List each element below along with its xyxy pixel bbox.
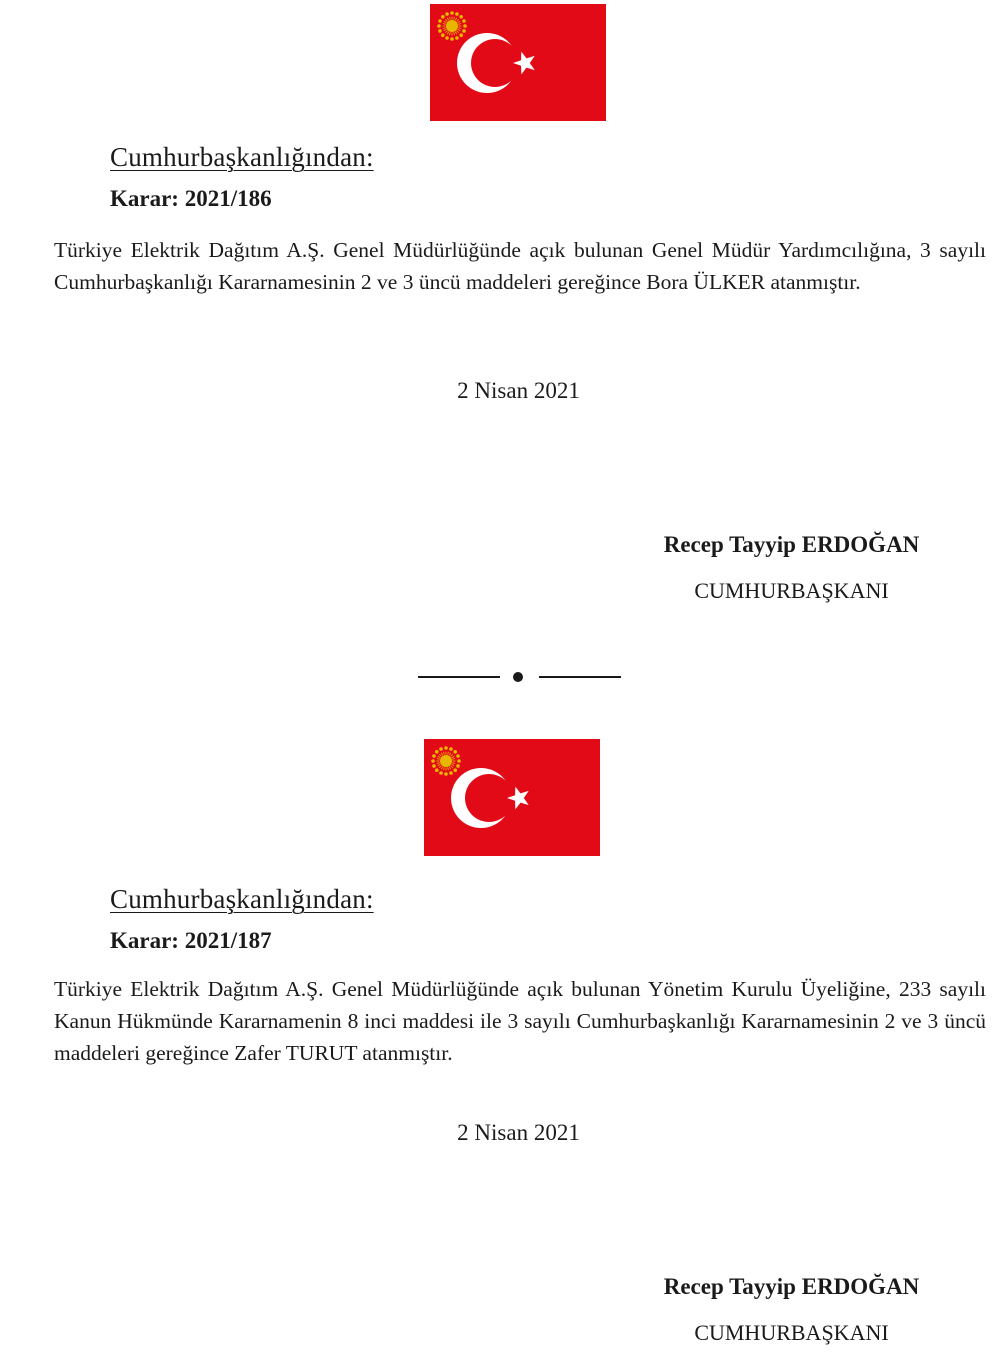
emblem-star [456,754,460,758]
emblem-star [456,764,460,768]
emblem-star [435,768,439,772]
emblem-star [441,15,445,19]
emblem-star [453,750,457,754]
emblem-star [449,747,453,751]
emblem-star [435,750,439,754]
decree-body: Türkiye Elektrik Dağıtım A.Ş. Genel Müdürlüğünde açık bulunan Yönetim Kurulu Üyeliğine, 233 sayılı Kanun Hükmünde Kararnamenin 8 inci maddesi ile 3 sayılı Cumhurbaşkanlığı Kararnamesinin 2 ve 3 üncü maddeleri gereğince Zafer TURUT atanmıştır. [54,977,986,1065]
signer-name: Recep Tayyip ERDOĞAN [663,1274,920,1299]
emblem-star [431,759,435,763]
decree-body: Türkiye Elektrik Dağıtım A.Ş. Genel Müdürlüğünde açık bulunan Genel Müdür Yardımcılığına, 3 sayılı Cumhurbaşkanlığı Kararnamesinin 2 ve 3 üncü maddeleri gereğince Bora ÜLKER atanmıştır. [54,238,986,294]
emblem-star [438,19,442,23]
section-separator [418,670,621,684]
decree-date: 2 Nisan 2021 [457,378,580,403]
emblem-star [445,36,449,40]
emblem-sun-disc [440,755,452,767]
emblem-star [432,764,436,768]
flag-graphic [424,739,600,856]
turkish-flag-icon [430,4,606,121]
emblem-star [450,37,454,41]
emblem-star [455,12,459,16]
decision-number: Karar: 2021/187 [110,928,272,953]
flag-graphic [430,4,606,121]
decision-number: Karar: 2021/186 [110,186,272,211]
turkish-flag-icon [424,739,600,856]
emblem-star [457,759,461,763]
emblem-star [459,33,463,37]
separator-dot-icon [513,672,523,682]
separator-line-right [539,676,621,678]
decree-date: 2 Nisan 2021 [457,1120,580,1145]
signer-name: Recep Tayyip ERDOĞAN [663,532,920,557]
separator-line-left [418,676,500,678]
emblem-star [462,19,466,23]
signer-title: CUMHURBAŞKANI [694,578,889,603]
emblem-star [438,29,442,33]
emblem-star [439,747,443,751]
emblem-star [459,15,463,19]
issuer-heading: Cumhurbaşkanlığından: [110,142,374,172]
emblem-star [432,754,436,758]
emblem-star [449,771,453,775]
signer-title: CUMHURBAŞKANI [694,1320,889,1345]
emblem-star [441,33,445,37]
emblem-star [439,771,443,775]
emblem-star [437,24,441,28]
emblem-star [450,11,454,15]
emblem-star [445,12,449,16]
emblem-star [455,36,459,40]
emblem-star [453,768,457,772]
issuer-heading: Cumhurbaşkanlığından: [110,884,374,914]
emblem-star [462,29,466,33]
emblem-star [444,746,448,750]
emblem-sun-disc [446,20,458,32]
emblem-star [444,772,448,776]
emblem-star [463,24,467,28]
